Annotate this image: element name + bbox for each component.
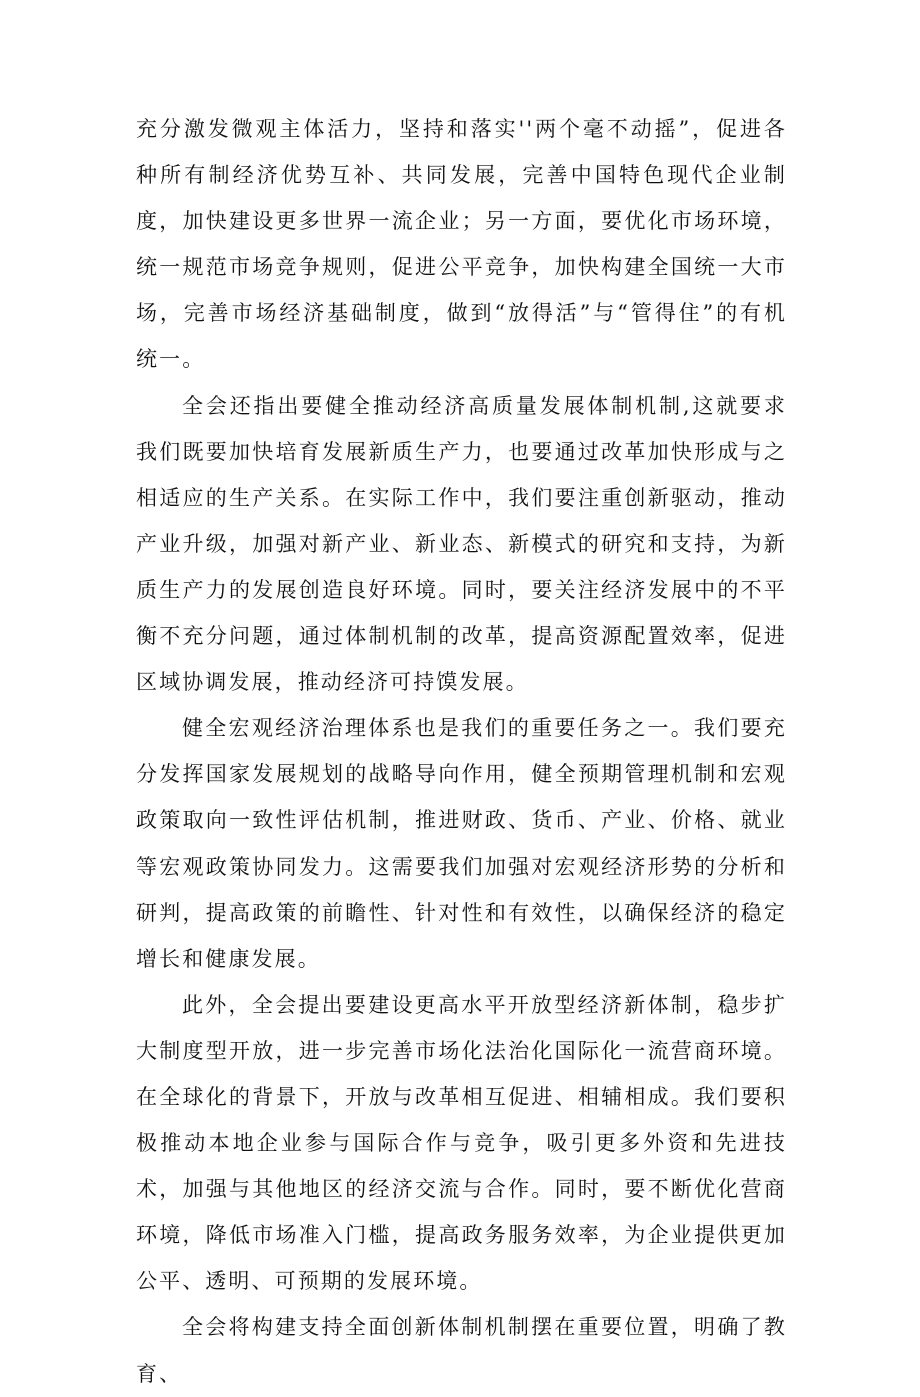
paragraph-3: 健全宏观经济治理体系也是我们的重要任务之一。我们要充分发挥国家发展规划的战略导向作用，健全预期管理机制和宏观政策取向一致性评估机制，推进财政、货币、产业、价格、就业等宏观政策协同发力。这需要我们加强对宏观经济形势的分析和研判，提高政策的前瞻性、针对性和有效性，以确保经济的稳定增长和健康发展。 xyxy=(136,716,787,971)
paragraph-2: 全会还指出要健全推动经济高质量发展体制机制,这就要求我们既要加快培育发展新质生产力，也要通过改革加快形成与之相适应的生产关系。在实际工作中，我们要注重创新驱动，推动产业升级，加强对新产业、新业态、新模式的研究和支持，为新质生产力的发展创造良好环境。同时，要关注经济发展中的不平衡不充分问题，通过体制机制的改革，提高资源配置效率，促进区域协调发展，推动经济可持馍发展。 xyxy=(136,393,787,695)
paragraph-5: 全会将构建支持全面创新体制机制摆在重要位置，明确了教育、 xyxy=(136,1315,787,1386)
document-body xyxy=(136,106,787,1397)
paragraph-1: 充分激发微观主体活力，坚持和落实''两个毫不动摇”，促进各种所有制经济优势互补、共同发展，完善中国特色现代企业制度，加快建设更多世界一流企业；另一方面，要优化市场环境，统一规范市场竞争规则，促进公平竞争，加快构建全国统一大市场，完善市场经济基础制度，做到“放得活”与“管得住”的有机统一。 xyxy=(136,117,787,372)
paragraph-4: 此外，全会提出要建设更高水平开放型经济新体制，稳步扩大制度型开放，进一步完善市场化法治化国际化一流营商环境。在全球化的背景下，开放与改革相互促进、相辅相成。我们要积极推动本地企业参与国际合作与竞争，吸引更多外资和先进技术，加强与其他地区的经济交流与合作。同时，要不断优化营商环境，降低市场准入门槛，提高政务服务效率，为企业提供更加公平、透明、可预期的发展环境。 xyxy=(136,992,787,1294)
